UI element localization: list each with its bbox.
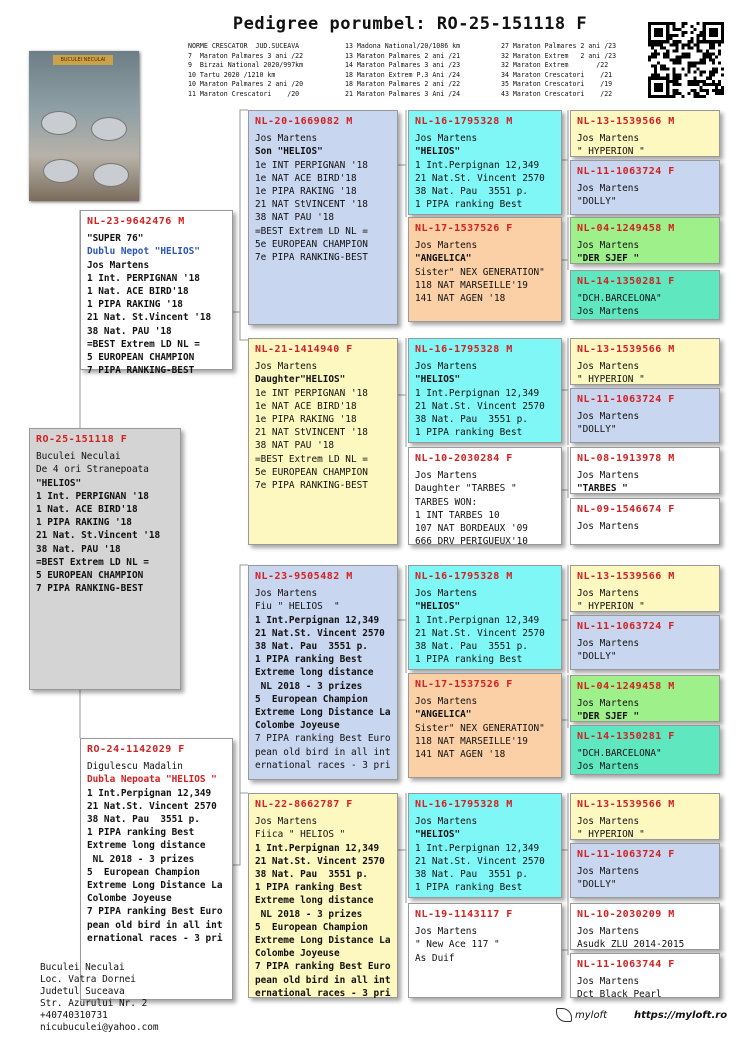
card-line: Sister" NEX GENERATION" <box>415 266 545 278</box>
card-line: Jos Martens <box>577 183 640 195</box>
ring-number: NL-08-1913978 M <box>577 453 675 464</box>
myloft-logo[interactable] <box>556 1008 607 1022</box>
card-line: " HYPERION " <box>577 146 645 158</box>
card-line: 21 Nat.St. Vincent 2570 <box>415 172 545 184</box>
ring-number: NL-17-1537526 F <box>415 679 513 690</box>
card-line: Extreme Long Distance La <box>255 935 391 947</box>
card-line: " HYPERION " <box>577 601 645 613</box>
result-line: 18 Maraton Palmares 2 ani /22 <box>345 80 461 89</box>
card-line: 5 EUROPEAN CHAMPION <box>87 352 195 364</box>
ring-number: NL-22-8662787 F <box>255 799 353 810</box>
card-line: De 4 ori Stranepoata <box>36 464 149 476</box>
pedigree-card-e1[interactable] <box>570 110 720 157</box>
card-line: Jos Martens <box>577 361 640 373</box>
pedigree-card-e9[interactable] <box>570 565 720 612</box>
pedigree-card-dam[interactable] <box>80 738 233 1000</box>
pedigree-card-sire[interactable] <box>80 210 233 377</box>
card-line: 1 PIPA ranking Best <box>87 827 195 839</box>
card-line: 38 Nat. Pau 3551 p. <box>415 869 528 881</box>
ring-number: NL-14-1350281 F <box>577 731 675 742</box>
ring-number: NL-23-9642476 M <box>87 216 185 227</box>
card-line: Daughter "TARBES " <box>415 483 517 495</box>
card-line: Fiu " HELIOS " <box>255 601 340 613</box>
pedigree-card-e12[interactable] <box>570 725 720 775</box>
card-line: NL 2018 - 3 prizes <box>87 853 195 865</box>
address-line: nicubuculei@yahoo.com <box>40 1022 159 1033</box>
card-line: TARBES WON: <box>415 496 478 508</box>
card-line: Asudk ZLU 2014-2015 <box>577 939 685 951</box>
ring-number: RO-25-151118 F <box>36 434 128 445</box>
card-line: ernational races - 3 pri <box>87 932 223 944</box>
ring-number: NL-16-1795328 M <box>415 116 513 127</box>
card-line: ernational races - 3 pri <box>255 759 391 771</box>
card-line: 5 European Champion <box>87 866 200 878</box>
card-line: 1 Int. PERPIGNAN '18 <box>87 272 200 284</box>
card-line: Jos Martens <box>577 521 640 533</box>
card-line: 21 NAT StVINCENT '18 <box>255 427 368 439</box>
card-line: " HYPERION " <box>577 374 645 386</box>
card-line: 1 PIPA ranking Best <box>255 882 363 894</box>
card-line: "HELIOS" <box>36 477 82 489</box>
ring-number: NL-16-1795328 M <box>415 344 513 355</box>
pedigree-card-e16[interactable] <box>570 953 720 1001</box>
card-line: 1e INT PERPIGNAN '18 <box>255 387 368 399</box>
address-line: Loc. Vatra Dornei <box>40 974 136 985</box>
ring-number: NL-19-1143117 F <box>415 909 513 920</box>
card-line: =BEST Extrem LD NL = <box>255 453 368 465</box>
card-line: Extreme Long Distance La <box>87 880 223 892</box>
ring-number: NL-11-1063724 F <box>577 166 675 177</box>
result-line: 27 Maraton Palmares 2 ani /23 <box>501 42 617 50</box>
card-line: 1 PIPA RAKING '18 <box>36 517 132 529</box>
card-line: 1 Nat. ACE BIRD'18 <box>87 286 189 298</box>
card-line: =BEST Extrem LD NL = <box>87 338 200 350</box>
card-line: 38 Nat. Pau 3551 p. <box>255 641 368 653</box>
card-line: Jos Martens <box>577 816 640 828</box>
card-line: 38 NAT PAU '18 <box>255 440 335 452</box>
result-line: 13 Maraton Palmares 2 ani /21 <box>345 51 461 60</box>
ring-number: NL-14-1350281 F <box>577 276 675 287</box>
card-line: Jos Martens <box>577 588 640 600</box>
card-line: 21 Nat.St. Vincent 2570 <box>415 855 545 867</box>
card-line: "DER SJEF " <box>577 711 640 723</box>
card-line: ernational races - 3 pri <box>255 987 391 999</box>
card-line: Jos Martens <box>577 638 640 650</box>
card-line: Jos Martens <box>577 470 640 482</box>
card-line: Colombe Joyeuse <box>255 948 340 960</box>
card-line: "DER SJEF " <box>577 253 640 265</box>
pedigree-card-e11[interactable] <box>570 675 720 722</box>
card-line: Jos Martens <box>577 133 640 145</box>
card-line: 5e EUROPEAN CHAMPION <box>255 238 368 250</box>
card-line: 38 Nat. Pau 3551 p. <box>415 414 528 426</box>
result-line: 11 Maraton Crescatori /20 <box>188 89 300 98</box>
card-line: 1 Int.Perpignan 12,349 <box>255 842 380 854</box>
ring-number: NL-13-1539566 M <box>577 344 675 355</box>
card-line: Jos Martens <box>415 470 478 482</box>
card-line: 1 PIPA ranking Best <box>415 427 523 439</box>
card-line: "DOLLY" <box>577 879 617 891</box>
card-line: 1 Int.Perpignan 12,349 <box>87 787 212 799</box>
pedigree-card-h8[interactable] <box>408 903 562 998</box>
result-line: 43 Maraton Crescatori /22 <box>501 89 613 98</box>
card-line: Jos Martens <box>255 816 318 828</box>
pedigree-card-e3[interactable] <box>570 217 720 264</box>
ring-number: NL-09-1546674 F <box>577 504 675 515</box>
card-line: 38 Nat. PAU '18 <box>36 543 121 555</box>
card-line: Jos Martens <box>415 133 478 145</box>
card-line: 1 Int.Perpignan 12,349 <box>255 614 380 626</box>
ring-number: NL-11-1063724 F <box>577 394 675 405</box>
card-line: =BEST Extrem LD NL = <box>36 556 149 568</box>
card-line: 21 Nat.St. Vincent 2570 <box>87 800 217 812</box>
card-line: 1e NAT ACE BIRD'18 <box>255 400 357 412</box>
card-line: 118 NAT MARSEILLE'19 <box>415 279 528 291</box>
result-line: 32 Maraton Extrem 2 ani /23 <box>501 51 617 60</box>
card-line: 1 INT TARBES 10 <box>415 509 500 521</box>
card-line: 1e NAT ACE BIRD'18 <box>255 172 357 184</box>
result-line: 13 Madona National/20/1086 km <box>345 42 461 50</box>
card-line: 1e PIPA RAKING '18 <box>255 414 357 426</box>
card-line: Son "HELIOS" <box>255 146 323 158</box>
card-line: pean old bird in all int <box>255 746 391 758</box>
card-line: Colombe Joyeuse <box>87 893 172 905</box>
card-line: Dubla Nepoata "HELIOS " <box>87 774 217 786</box>
card-line: 38 Nat. PAU '18 <box>87 325 172 337</box>
result-line: 18 Maraton Extrem P.3 Ani /24 <box>345 70 461 79</box>
ring-number: NL-13-1539566 M <box>577 799 675 810</box>
card-line: 7 PIPA ranking Best Euro <box>87 906 223 918</box>
card-line: 5e EUROPEAN CHAMPION <box>255 466 368 478</box>
card-line: 141 NAT AGEN '18 <box>415 749 506 761</box>
card-line: Jos Martens <box>577 976 640 988</box>
card-line: 21 Nat.St. Vincent 2570 <box>415 627 545 639</box>
card-line: Jos Martens <box>255 361 318 373</box>
pedigree-card-e5[interactable] <box>570 338 720 385</box>
card-line: 21 Nat. St.Vincent '18 <box>36 530 161 542</box>
card-line: 38 NAT PAU '18 <box>255 212 335 224</box>
card-line: Digulescu Madalin <box>87 761 183 773</box>
card-line: Fiica " HELIOS " <box>255 829 346 841</box>
card-line: "ANGELICA" <box>415 709 472 721</box>
pedigree-card-e14[interactable] <box>570 843 720 898</box>
card-line: NL 2018 - 3 prizes <box>255 908 363 920</box>
ring-number: NL-23-9505482 M <box>255 571 353 582</box>
card-line: Dublu Nepot "HELIOS" <box>87 246 200 258</box>
page-title: Pedigree porumbel: RO-25-151118 F <box>232 14 588 34</box>
card-line: "DOLLY" <box>577 424 617 436</box>
card-line: 7 PIPA ranking Best Euro <box>255 733 391 745</box>
card-line: 5 European Champion <box>255 693 368 705</box>
card-line: Jos Martens <box>577 866 640 878</box>
result-line: 21 Maraton Palmares 3 Ani /24 <box>345 89 461 98</box>
card-line: 666 DRV PERIGUEUX'10 <box>415 536 528 548</box>
pedigree-card-e7[interactable] <box>570 447 720 494</box>
card-line: "DCH.BARCELONA" <box>577 748 662 760</box>
pedigree-card-e4[interactable] <box>570 270 720 320</box>
pedigree-card-h1[interactable] <box>408 110 562 215</box>
card-line: Jos Martens <box>415 926 478 938</box>
card-line: Jos Martens <box>577 761 640 773</box>
pedigree-card-g2[interactable] <box>248 338 398 545</box>
ring-number: NL-11-1063724 F <box>577 621 675 632</box>
pedigree-card-h4[interactable] <box>408 447 562 548</box>
ring-number: NL-13-1539566 M <box>577 116 675 127</box>
ring-number: NL-11-1063744 F <box>577 959 675 970</box>
card-line: 141 NAT AGEN '18 <box>415 293 506 305</box>
card-line: Jos Martens <box>255 133 318 145</box>
card-line: 7e PIPA RANKING-BEST <box>255 480 368 492</box>
card-line: Jos Martens <box>577 411 640 423</box>
card-line: Buculei Neculai <box>36 451 121 463</box>
pedigree-card-h7[interactable] <box>408 793 562 898</box>
card-line: 5 EUROPEAN CHAMPION <box>36 570 144 582</box>
pedigree-card-h5[interactable] <box>408 565 562 670</box>
pedigree-card-g4[interactable] <box>248 793 398 998</box>
breeder-address <box>40 962 159 1034</box>
ring-number: NL-16-1795328 M <box>415 571 513 582</box>
pedigree-card-g1[interactable] <box>248 110 398 325</box>
card-line: "HELIOS" <box>415 601 461 613</box>
address-line: Buculei Neculai <box>40 962 125 973</box>
card-line: 1 Int.Perpignan 12,349 <box>415 614 540 626</box>
card-line: "HELIOS" <box>415 829 461 841</box>
card-line: 38 Nat. Pau 3551 p. <box>415 641 528 653</box>
card-line: "DOLLY" <box>577 196 617 208</box>
card-line: 1e INT PERPIGNAN '18 <box>255 159 368 171</box>
pedigree-card-e6[interactable] <box>570 388 720 443</box>
card-line: As Duif <box>415 952 455 964</box>
pedigree-card-h2[interactable] <box>408 217 562 322</box>
card-line: 21 NAT StVINCENT '18 <box>255 199 368 211</box>
ring-number: NL-13-1539566 M <box>577 571 675 582</box>
card-line: Jos Martens <box>577 306 640 318</box>
card-line: 21 Nat.St. Vincent 2570 <box>255 855 385 867</box>
card-line: "DOLLY" <box>577 651 617 663</box>
result-line: 10 Maraton Palmares 2 ani /20 <box>188 80 304 89</box>
card-line: Jos Martens <box>577 698 640 710</box>
card-line: 21 Nat.St. Vincent 2570 <box>415 400 545 412</box>
card-line: 7 PIPA RANKING-BEST <box>36 583 144 595</box>
card-line: 7 PIPA ranking Best Euro <box>255 961 391 973</box>
website-link[interactable]: https://myloft.ro <box>634 1010 728 1021</box>
pedigree-card-h6[interactable] <box>408 673 562 778</box>
loft-sign: BUCULEI NECULAI <box>53 55 113 65</box>
ring-number: NL-20-1669082 M <box>255 116 353 127</box>
card-line: 1 PIPA RAKING '18 <box>87 299 183 311</box>
result-line: 14 Maraton Palmares 3 ani /23 <box>345 61 461 70</box>
ring-number: NL-17-1537526 F <box>415 223 513 234</box>
card-line: 7e PIPA RANKING-BEST <box>255 252 368 264</box>
card-line: Jos Martens <box>415 816 478 828</box>
card-line: 5 European Champion <box>255 921 368 933</box>
card-line: 21 Nat.St. Vincent 2570 <box>255 627 385 639</box>
ring-number: NL-11-1063724 F <box>577 849 675 860</box>
card-line: Extreme long distance <box>255 895 374 907</box>
address-line: +40740310731 <box>40 1010 108 1021</box>
address-line: Str. Azurului Nr. 2 <box>40 998 148 1009</box>
wing-icon <box>556 1008 572 1022</box>
card-line: 1 Int. PERPIGNAN '18 <box>36 490 149 502</box>
card-line: "TARBES " <box>577 483 628 495</box>
result-line: 34 Maraton Crescatori /21 <box>501 70 613 79</box>
pedigree-card-g3[interactable] <box>248 565 398 780</box>
card-line: " HYPERION " <box>577 829 645 841</box>
card-line: Sister" NEX GENERATION" <box>415 722 545 734</box>
card-line: Colombe Joyeuse <box>255 720 340 732</box>
ring-number: NL-04-1249458 M <box>577 223 675 234</box>
card-line: NL 2018 - 3 prizes <box>255 680 363 692</box>
card-line: Jos Martens <box>415 361 478 373</box>
card-line: 38 Nat. Pau 3551 p. <box>255 869 368 881</box>
card-line: 7 PIPA RANKING-BEST <box>87 365 195 377</box>
card-line: 107 NAT BORDEAUX '09 <box>415 523 528 535</box>
ring-number: NL-16-1795328 M <box>415 799 513 810</box>
card-line: "SUPER 76" <box>87 233 144 245</box>
card-line: 1e PIPA RAKING '18 <box>255 186 357 198</box>
pedigree-card-e10[interactable] <box>570 615 720 670</box>
card-line: 1 Int.Perpignan 12,349 <box>415 159 540 171</box>
card-line: Jos Martens <box>87 259 150 271</box>
card-line: Dct Black Pearl <box>577 989 662 1001</box>
card-line: pean old bird in all int <box>87 919 223 931</box>
card-line: 38 Nat. Pau 3551 p. <box>415 186 528 198</box>
card-line: 118 NAT MARSEILLE'19 <box>415 735 528 747</box>
card-line: Extreme long distance <box>87 840 206 852</box>
result-line: NORME CRESCATOR JUD.SUCEAVA <box>188 42 300 50</box>
address-line: Judetul Suceava <box>40 986 125 997</box>
card-line: =BEST Extrem LD NL = <box>255 225 368 237</box>
card-line: 1 PIPA ranking Best <box>415 882 523 894</box>
card-line: Jos Martens <box>577 926 640 938</box>
result-line: 9 Birzai National 2020/997km <box>188 61 304 70</box>
card-line: Extreme long distance <box>255 667 374 679</box>
card-line: pean old bird in all int <box>255 974 391 986</box>
card-line: 1 Int.Perpignan 12,349 <box>415 842 540 854</box>
card-line: "ANGELICA" <box>415 253 472 265</box>
card-line: 38 Nat. Pau 3551 p. <box>87 814 200 826</box>
ring-number: NL-10-2030284 F <box>415 453 513 464</box>
card-line: Daughter"HELIOS" <box>255 374 346 386</box>
pedigree-card-e2[interactable] <box>570 160 720 215</box>
pedigree-card-e15[interactable] <box>570 903 720 950</box>
result-line: 35 Maraton Crescatori /19 <box>501 80 613 89</box>
card-line: " New Ace 117 " <box>415 939 500 951</box>
ring-number: NL-10-2030209 M <box>577 909 675 920</box>
ring-number: NL-04-1249458 M <box>577 681 675 692</box>
card-line: Extreme Long Distance La <box>255 707 391 719</box>
card-line: 1 PIPA ranking Best <box>255 654 363 666</box>
result-line: 7 Maraton Palmares 3 ani /22 <box>188 51 304 60</box>
card-line: Jos Martens <box>415 588 478 600</box>
ring-number: RO-24-1142029 F <box>87 744 185 755</box>
card-line: Jos Martens <box>415 240 478 252</box>
card-line: "DCH.BARCELONA" <box>577 293 662 305</box>
card-line: 1 PIPA ranking Best <box>415 199 523 211</box>
ring-number: NL-21-1414940 F <box>255 344 353 355</box>
card-line: 1 Nat. ACE BIRD'18 <box>36 504 138 516</box>
pedigree-card-h3[interactable] <box>408 338 562 443</box>
pedigree-card-e13[interactable] <box>570 793 720 840</box>
card-line: "HELIOS" <box>415 146 461 158</box>
pedigree-card-main[interactable] <box>29 428 181 690</box>
card-line: 21 Nat. St.Vincent '18 <box>87 312 212 324</box>
card-line: Jos Martens <box>577 240 640 252</box>
result-line: 32 Maraton Extrem /22 <box>501 61 609 70</box>
card-line: Jos Martens <box>415 696 478 708</box>
pedigree-card-e8[interactable] <box>570 498 720 545</box>
card-line: Jos Martens <box>255 588 318 600</box>
result-line: 10 Tartu 2020 /1210 km <box>188 70 276 79</box>
logo-text: myloft <box>575 1010 607 1021</box>
card-line: "HELIOS" <box>415 374 461 386</box>
card-line: 1 PIPA ranking Best <box>415 654 523 666</box>
card-line: 1 Int.Perpignan 12,349 <box>415 387 540 399</box>
